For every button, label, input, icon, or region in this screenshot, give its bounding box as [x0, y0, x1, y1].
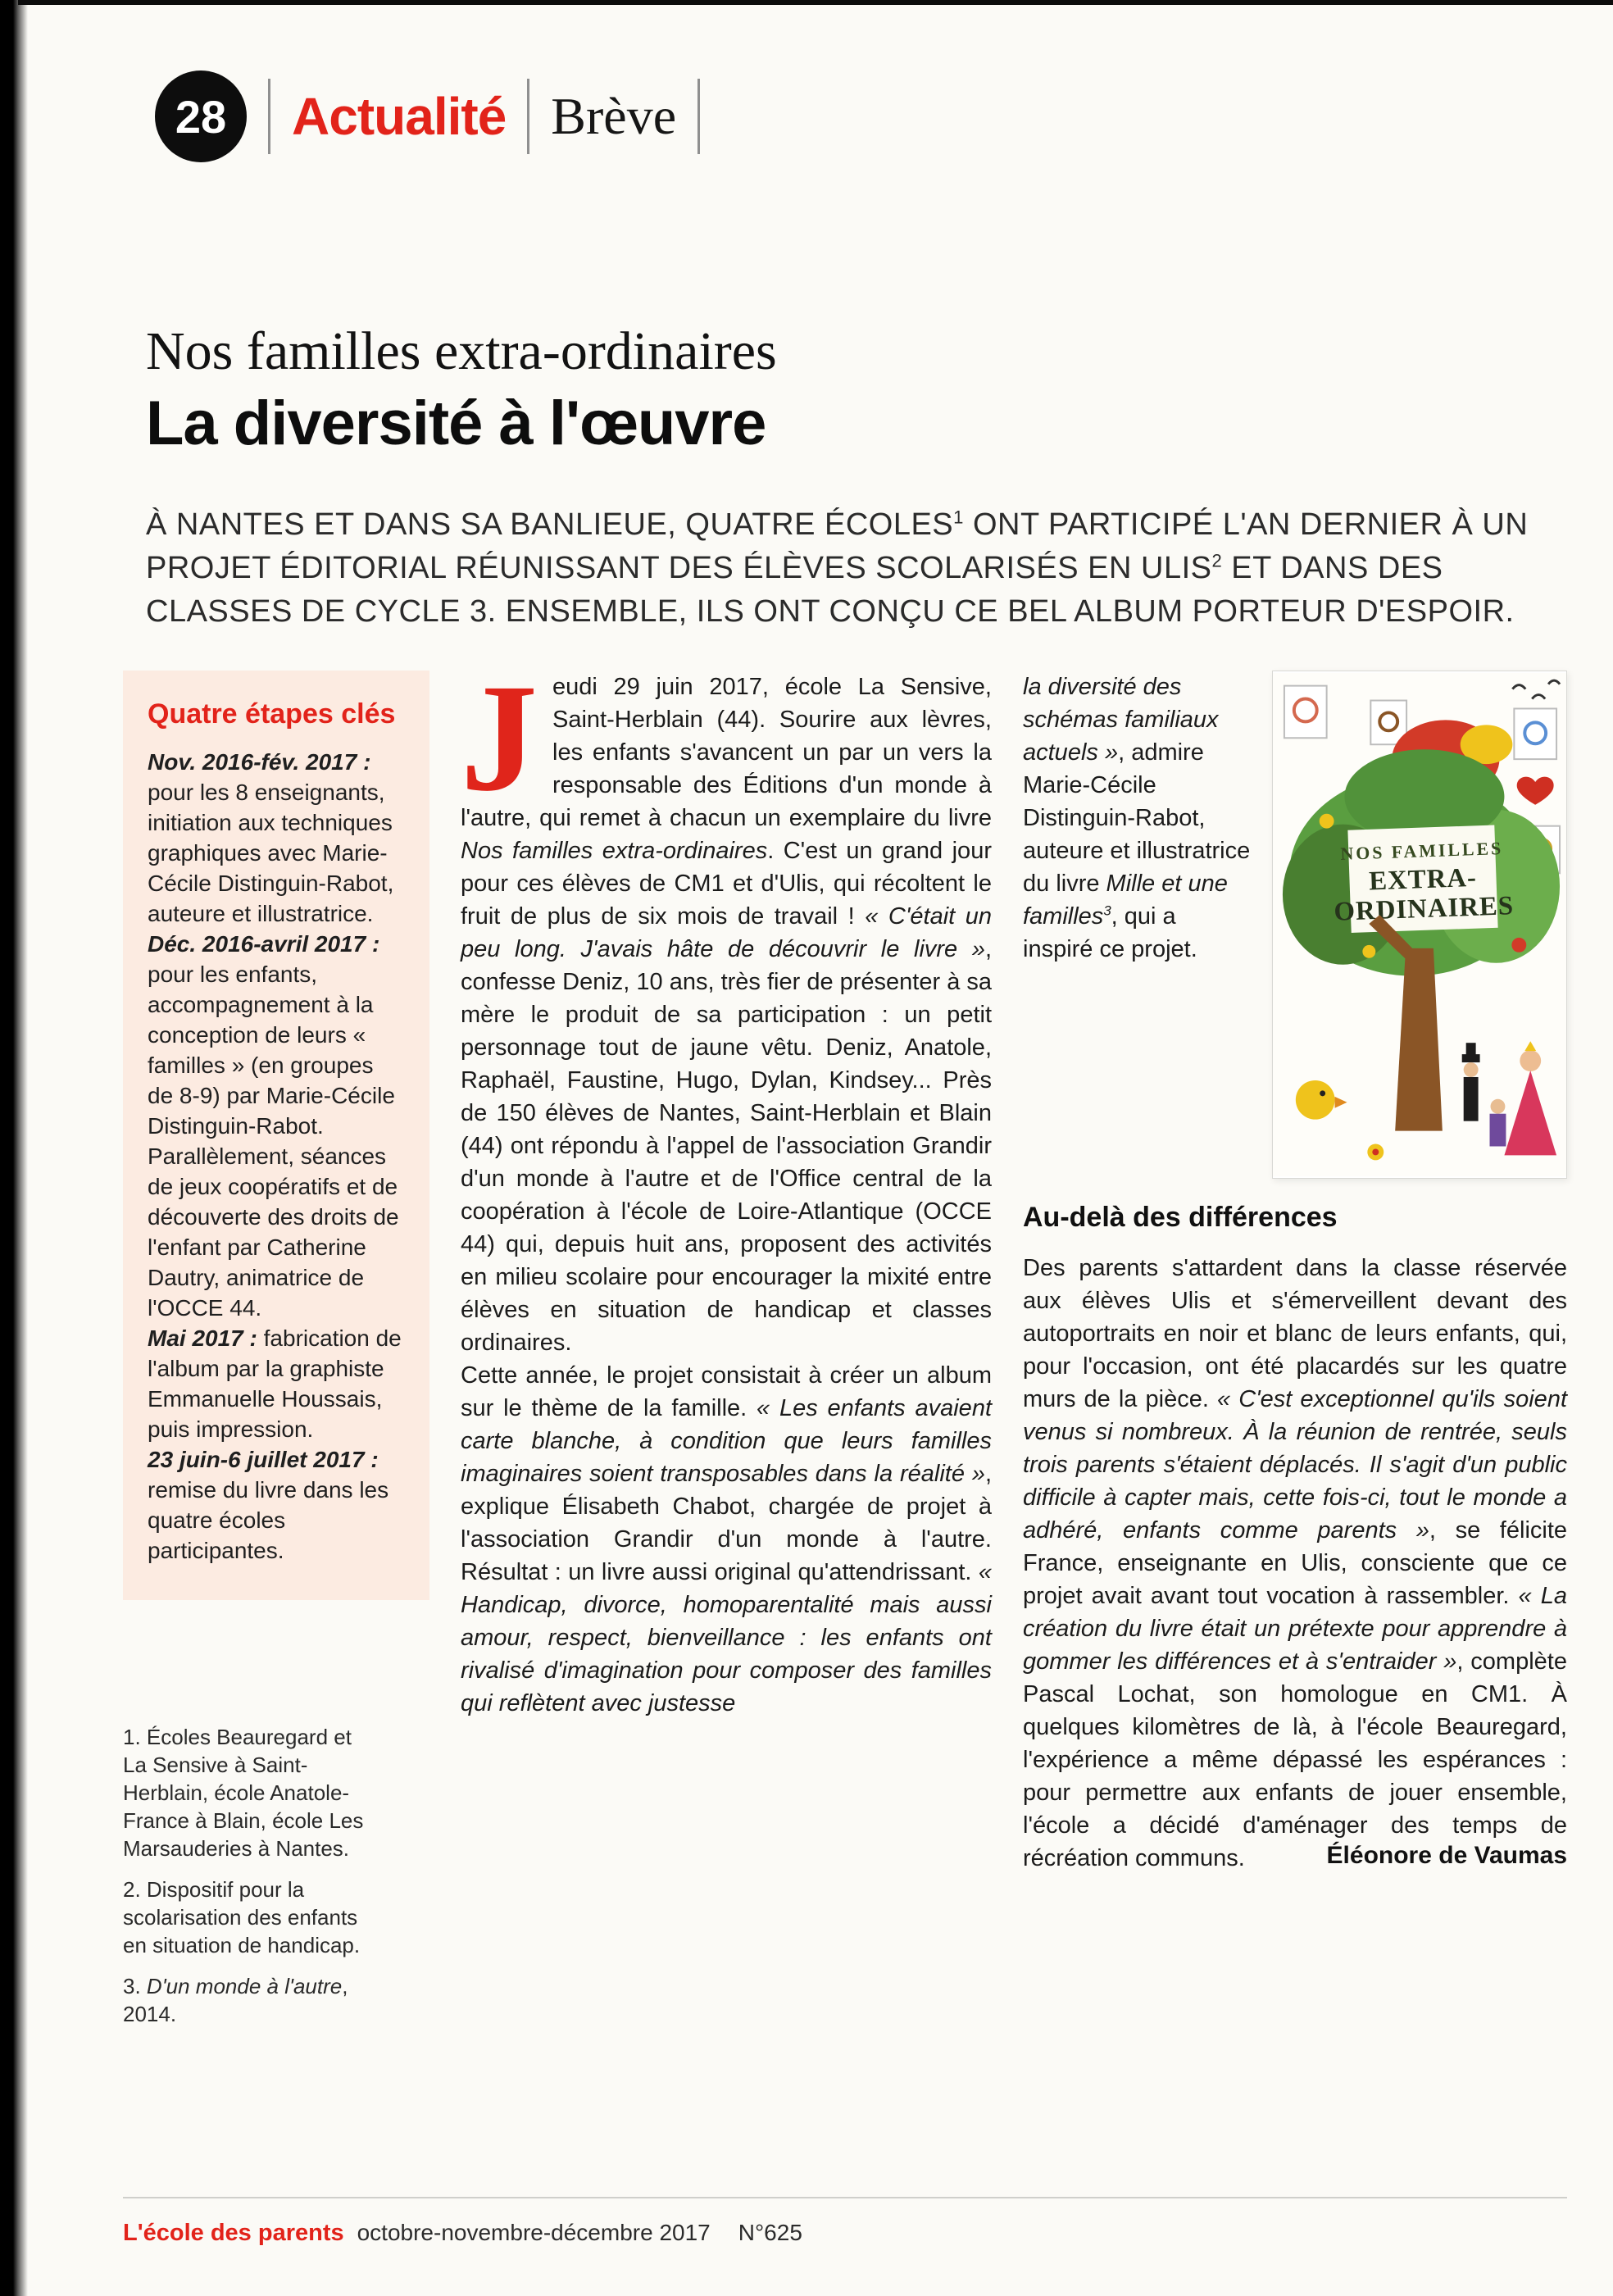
divider — [697, 79, 700, 154]
article-paragraph: la diversité des schémas familiaux actuels », admire Marie-Cécile Distinguin-Rabot, auteure et illustratrice du livre Mille et une familles$^3$, qui a inspiré ce projet. — [1023, 674, 1251, 962]
sidebar-step: Déc. 2016-avril 2017 : pour les enfants, accompagnement à la conception de leurs « familles » (en groupes de 8-9) par Marie-Cécile Distinguin-Rabot. Parallèlement, séances de jeux coopératifs et de découverte des droits de l'enfant par Catherine Dautry, animatrice de l'OCCE 44. — [148, 931, 399, 1321]
drop-cap: J — [461, 652, 538, 823]
author-byline: Éléonore de Vaumas — [1326, 1842, 1567, 1869]
scan-edge-top — [18, 0, 1613, 5]
footnotes-block — [123, 1723, 369, 2028]
page-header — [155, 70, 700, 162]
scan-edge-left — [0, 0, 28, 2296]
page-title: La diversité à l'œuvre — [146, 388, 766, 458]
divider — [527, 79, 529, 154]
paragraph-text: eudi 29 juin 2017, école La Sensive, Saint-Herblain (44). Sourire aux lèvres, les enfants s'avancent un par un vers la responsable des Éditions d'un monde à l'autre, qui remet à chacun un exemplaire du livre Nos familles extra-ordinaires. C'est un grand jour pour ces élèves de CM1 et d'Ulis, qui récoltent le fruit de plus de six mois de travail ! « C'était un peu long. J'avais hâte de découvrir le livre », confesse Deniz, 10 ans, très fier de présenter à sa mère le produit de sa participation : un petit personnage tout de jaune vêtu. Deniz, Anatole, Raphaël, Faustine, Hugo, Dylan, Kindsey... Près de 150 élèves de Nantes, Saint-Herblain et Blain (44) ont répondu à l'appel de l'association Grandir d'un monde à l'autre et de l'Office central de la coopération à l'école de Loire-Atlantique (OCCE 44) qui, depuis huit ans, proposent des activités en milieu scolaire pour encourager la mixité entre élèves en situation de handicap et classes ordinaires. — [461, 674, 993, 1356]
sidebar-step: Mai 2017 : fabrication de l'album par la graphiste Emmanuelle Houssais, puis impression. — [148, 1325, 402, 1442]
article-paragraph: Des parents s'attardent dans la classe réservée aux élèves Ulis et s'émerveillent devant des autoportraits en noir et blanc de leurs enfants, qui, pour l'occasion, ont été placardés sur les quatre murs de la pièce. « C'est exceptionnel qu'ils soient venus si nombreux. À la réunion de rentrée, seuls trois parents s'étaient déplacés. Il s'agit d'un public difficile à capter mais, cette fois-ci, tout le monde a adhéré, enfants comme parents », se félicite France, enseignante en Ulis, consciente que ce projet avait avant tout vocation à rassembler. « La création du livre était un prétexte pour apprendre à gommer les différences et à s'entraider », complète Pascal Lochat, son homologue en CM1. À quelques kilomètres de là, à l'école Beauregard, l'expérience a même dépassé les espérances : pour permettre aux enfants de jouer ensemble, l'école a décidé d'aménager des temps de récréation communs. — [1023, 1255, 1568, 1871]
footnote: 1. Écoles Beauregard et La Sensive à Saint-Herblain, école Anatole-France à Blain, école Les Marsauderies à Nantes. — [123, 1725, 364, 1861]
article-column-2 — [1023, 671, 1567, 1870]
page-footer — [123, 2197, 1567, 2247]
issue-number: N°625 — [738, 2220, 802, 2245]
book-cover-image — [1272, 671, 1567, 1179]
page-number-badge: 28 — [155, 70, 247, 162]
article-subheading: Au-delà des différences — [1023, 1202, 1338, 1233]
footnote: 2. Dispositif pour la scolarisation des enfants en situation de handicap. — [123, 1877, 361, 1957]
section-label: Actualité — [292, 87, 507, 146]
standfirst: À NANTES ET DANS SA BANLIEUE, QUATRE ÉCOLES$^1$ ONT PARTICIPÉ L'AN DERNIER À UN PROJET ÉDITORIAL RÉUNISSANT DES ÉLÈVES SCOLARISÉS EN ULIS$^2$ ET DANS DES CLASSES DE CYCLE 3. ENSEMBLE, ILS ONT CONÇU CE BEL ALBUM PORTEUR D'ESPOIR. — [146, 507, 1529, 629]
cover-title-line3: ORDINAIRES — [1333, 891, 1515, 927]
article-column-1 — [461, 652, 993, 1720]
sidebar-step: Nov. 2016-fév. 2017 : pour les 8 enseignants, initiation aux techniques graphiques avec Marie-Cécile Distinguin-Rabot, auteure et illustratrice. — [148, 749, 394, 926]
divider — [268, 79, 270, 154]
cover-title-line2: EXTRA- — [1368, 862, 1478, 897]
magazine-name: L'école des parents — [123, 2220, 344, 2246]
sidebar-step: 23 juin-6 juillet 2017 : remise du livre dans les quatre écoles participantes. — [148, 1447, 389, 1563]
footnote: 3. D'un monde à l'autre, 2014. — [123, 1974, 348, 2026]
left-column — [123, 671, 429, 2041]
image-text-wrap — [1023, 671, 1567, 1179]
book-cover-illustration — [1273, 671, 1566, 1178]
article-kicker: Nos familles extra-ordinaires — [146, 321, 777, 381]
article-columns — [123, 652, 1568, 2041]
cover-title-label — [1331, 825, 1515, 934]
article-paragraph — [461, 652, 993, 1359]
cover-title-line1: NOS FAMILLES — [1340, 838, 1504, 864]
issue-date: octobre-novembre-décembre 2017 — [357, 2220, 711, 2245]
sidebar-box — [123, 671, 429, 1600]
subsection-label: Brève — [551, 87, 677, 145]
sidebar-title: Quatre étapes clés — [148, 698, 396, 730]
headline-block — [146, 321, 1539, 634]
article-paragraph: Cette année, le projet consistait à créer un album sur le thème de la famille. « Les enfants avaient carte blanche, à condition que leurs familles imaginaires soient transposables dans la réalité », explique Élisabeth Chabot, chargée de projet à l'association Grandir d'un monde à l'autre. Résultat : un livre aussi original qu'attendrissant. « Handicap, divorce, homoparentalité mais aussi amour, respect, bienveillance : les enfants ont rivalisé d'imagination pour composer des familles qui reflètent avec justesse — [461, 1362, 993, 1716]
